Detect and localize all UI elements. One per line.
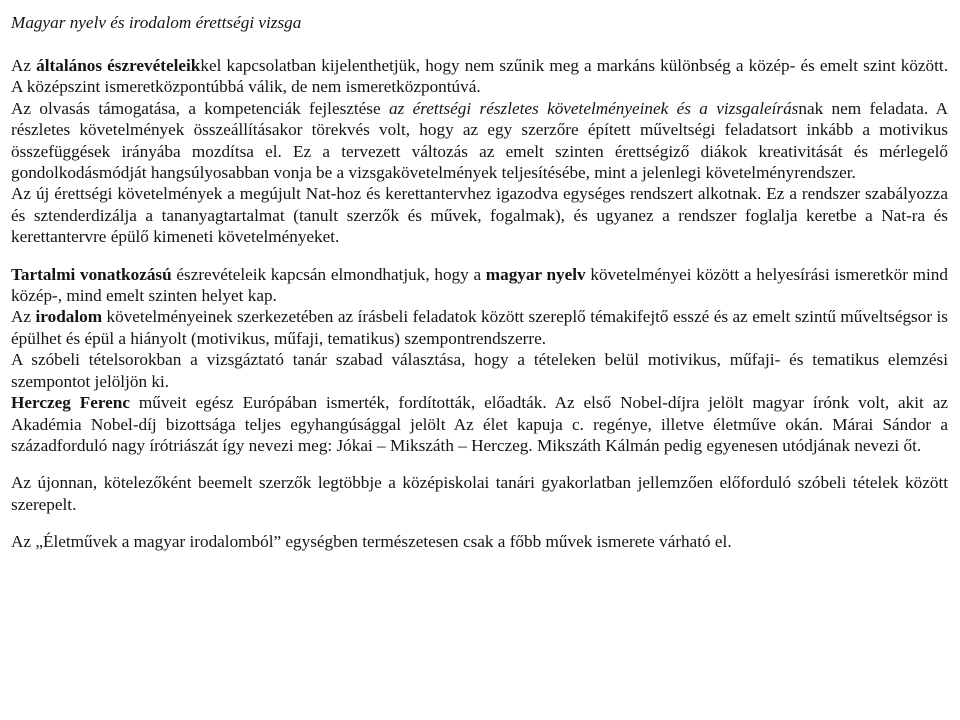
paragraph-life-works: Az „Életművek a magyar irodalomból” egységben természetesen csak a főbb művek ismerete várható el. <box>11 532 732 552</box>
text-run: észrevételeik kapcsán elmondhatjuk, hogy a <box>171 264 486 284</box>
paragraph-oral-exam: A szóbeli tételsorokban a vizsgáztató tanár szabad választása, hogy a tételeken belül motivikus, műfaji- és tematikus elemzési szempontot jelöljön ki. <box>11 350 948 391</box>
bold-term-content-remarks: Tartalmi vonatkozású <box>11 264 172 284</box>
text-run: műveit egész Európában ismerték, fordították, előadták. Az első Nobel-díjra jelölt magyar írónk volt, akit az Akadémia Nobel-díj bizottsága teljes egyhangúsággal jelölt Az élet kapuja c. regénye, illetve életműve okán. Márai Sándor a századforduló nagy írótriászát így nevezi meg: Jókai – Mikszáth – Herczeg. Mikszáth Kálmán pedig egyenesen utódjának nevezi őt. <box>11 393 948 455</box>
italic-term-requirements: az érettségi részletes követelményeinek és a vizsgaleírás <box>388 98 799 118</box>
paragraph-general-remarks <box>11 55 948 98</box>
paragraph-new-authors: Az újonnan, kötelezőként beemelt szerzők legtöbbje a középiskolai tanári gyakorlatban jellemzően előforduló szóbeli tételek között szerepelt. <box>11 473 948 514</box>
bold-term-hungarian-language: magyar nyelv <box>485 264 586 284</box>
text-run: Az <box>11 56 37 75</box>
bold-term-literature: irodalom <box>35 307 103 327</box>
spacer <box>11 456 948 472</box>
text-run: Az <box>11 307 36 327</box>
text-run: Az olvasás támogatása, a kompetenciák fejlesztése <box>11 98 389 118</box>
text-run: követelményeinek szerkezetében az írásbeli feladatok között szereplő témakifejtő esszé és az emelt szintű műveltségsor is épülhet és épül a hiányolt (motivikus, műfaji, tematikus) szempontrendszerre. <box>11 307 948 348</box>
paragraph-reading-support <box>11 98 948 184</box>
bold-term-herczeg-ferenc: Herczeg Ferenc <box>11 393 130 413</box>
text-run: kel kapcsolatban kijelenthetjük, hogy nem szűnik meg a markáns különbség a közép- és emelt szint között. A középszint ismeretközpontúbbá válik, de nem ismeretközpontúvá. <box>11 56 949 97</box>
text-run: nak nem feladata. A részletes követelmények összeállításakor törekvés volt, hogy az egy szerzőre épített műveltségi feladatsort inkább a motivikus összefüggések irányába mozdítsa el. Ez a tervezett változás az emelt szinten érettségiző diákok kreativitását és mérlegelő gondolkodásmódját hangsúlyosabban vonja be a vizsgakövetelmények teljesítésébe, mint a jelenlegi követelményrendszer. <box>11 98 948 183</box>
paragraph-herczeg-ferenc <box>11 392 948 456</box>
paragraph-new-requirements: Az új érettségi követelmények a megújult Nat-hoz és kerettantervhez igazodva egységes rendszert alkotnak. Ez a rendszer szabályozza és sztenderdizálja a tananyagtartalmat (tanult szerzők és művek, fogalmak), és ugyanez a rendszer foglalja keretbe a Nat-ra és kerettantervre épülő kimeneti követelményeket. <box>11 184 948 247</box>
spacer <box>11 248 948 264</box>
document-title: Magyar nyelv és irodalom érettségi vizsga <box>11 13 302 32</box>
bold-term-general-remarks: általános észrevételeik <box>36 56 201 75</box>
paragraph-literature <box>11 306 948 349</box>
spacer <box>11 515 948 531</box>
paragraph-content-remarks <box>11 264 948 307</box>
text-run: követelményei között a helyesírási ismeretkör mind közép-, mind emelt szinten helyet kap. <box>11 264 948 306</box>
spacer <box>11 33 948 55</box>
